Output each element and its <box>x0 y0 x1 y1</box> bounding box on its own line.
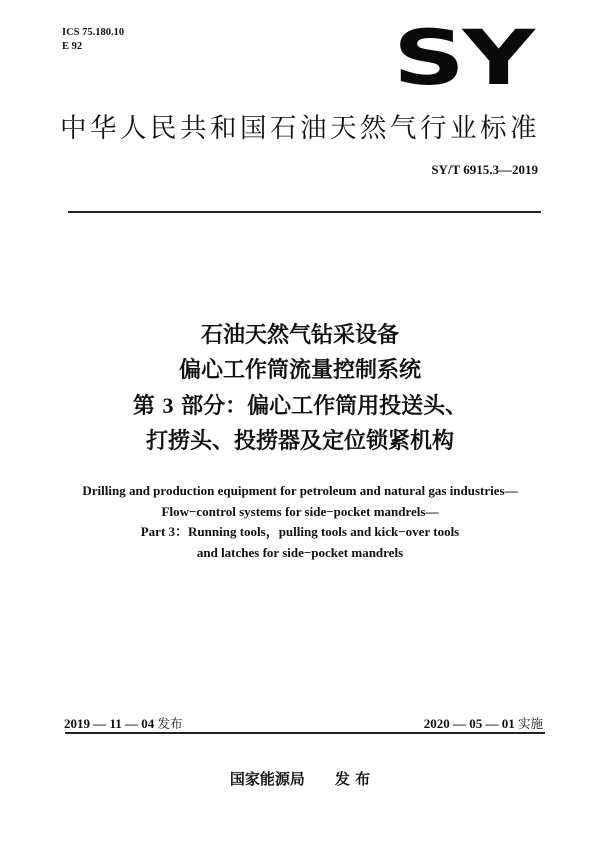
issuer-action: 发 布 <box>334 770 371 788</box>
cn-title-part-prefix: 第 <box>132 394 155 419</box>
issue-date <box>64 714 183 732</box>
effective-date <box>424 714 543 732</box>
effective-date-label: 实施 <box>517 716 543 731</box>
cn-title-line-2: 偏心工作筒流量控制系统 <box>178 358 421 383</box>
ccs-code: E 92 <box>62 41 83 52</box>
english-title <box>0 481 600 563</box>
cn-title-line-4: 打捞头、投捞器及定位锁紧机构 <box>145 429 454 454</box>
cn-title-part-rest: 部分：偏心工作筒用投送头、 <box>181 394 468 419</box>
en-title-line-4: and latches for side−pocket mandrels <box>196 544 404 560</box>
bottom-divider <box>65 732 545 734</box>
effective-date-value: 2020 — 05 — 01 <box>423 716 515 731</box>
standard-banner: 中华人民共和国石油天然气行业标准 <box>60 113 540 144</box>
chinese-title <box>0 318 600 459</box>
issue-date-label: 发布 <box>157 716 183 731</box>
top-divider <box>68 211 541 213</box>
issuer-line <box>0 768 600 789</box>
en-title-line-1: Drilling and production equipment for petroleum and natural gas industries— <box>82 483 518 498</box>
issuer-name: 国家能源局 <box>229 770 305 788</box>
issue-date-value: 2019 — 11 — 04 <box>64 716 155 731</box>
ics-code: ICS 75.180.10 <box>62 27 125 38</box>
en-title-line-2: Flow−control systems for side−pocket mandrels— <box>161 503 439 519</box>
classification-codes <box>62 26 124 54</box>
sy-logo: SY <box>393 13 533 102</box>
cn-title-line-1: 石油天然气钻采设备 <box>200 323 399 348</box>
en-title-line-3: Part 3：Running tools，pulling tools and kick−over tools <box>140 524 460 539</box>
standard-code: SY/T 6915.3—2019 <box>431 162 538 177</box>
cn-title-line-3 <box>0 388 600 424</box>
cn-title-part-number: 3 <box>162 393 174 418</box>
